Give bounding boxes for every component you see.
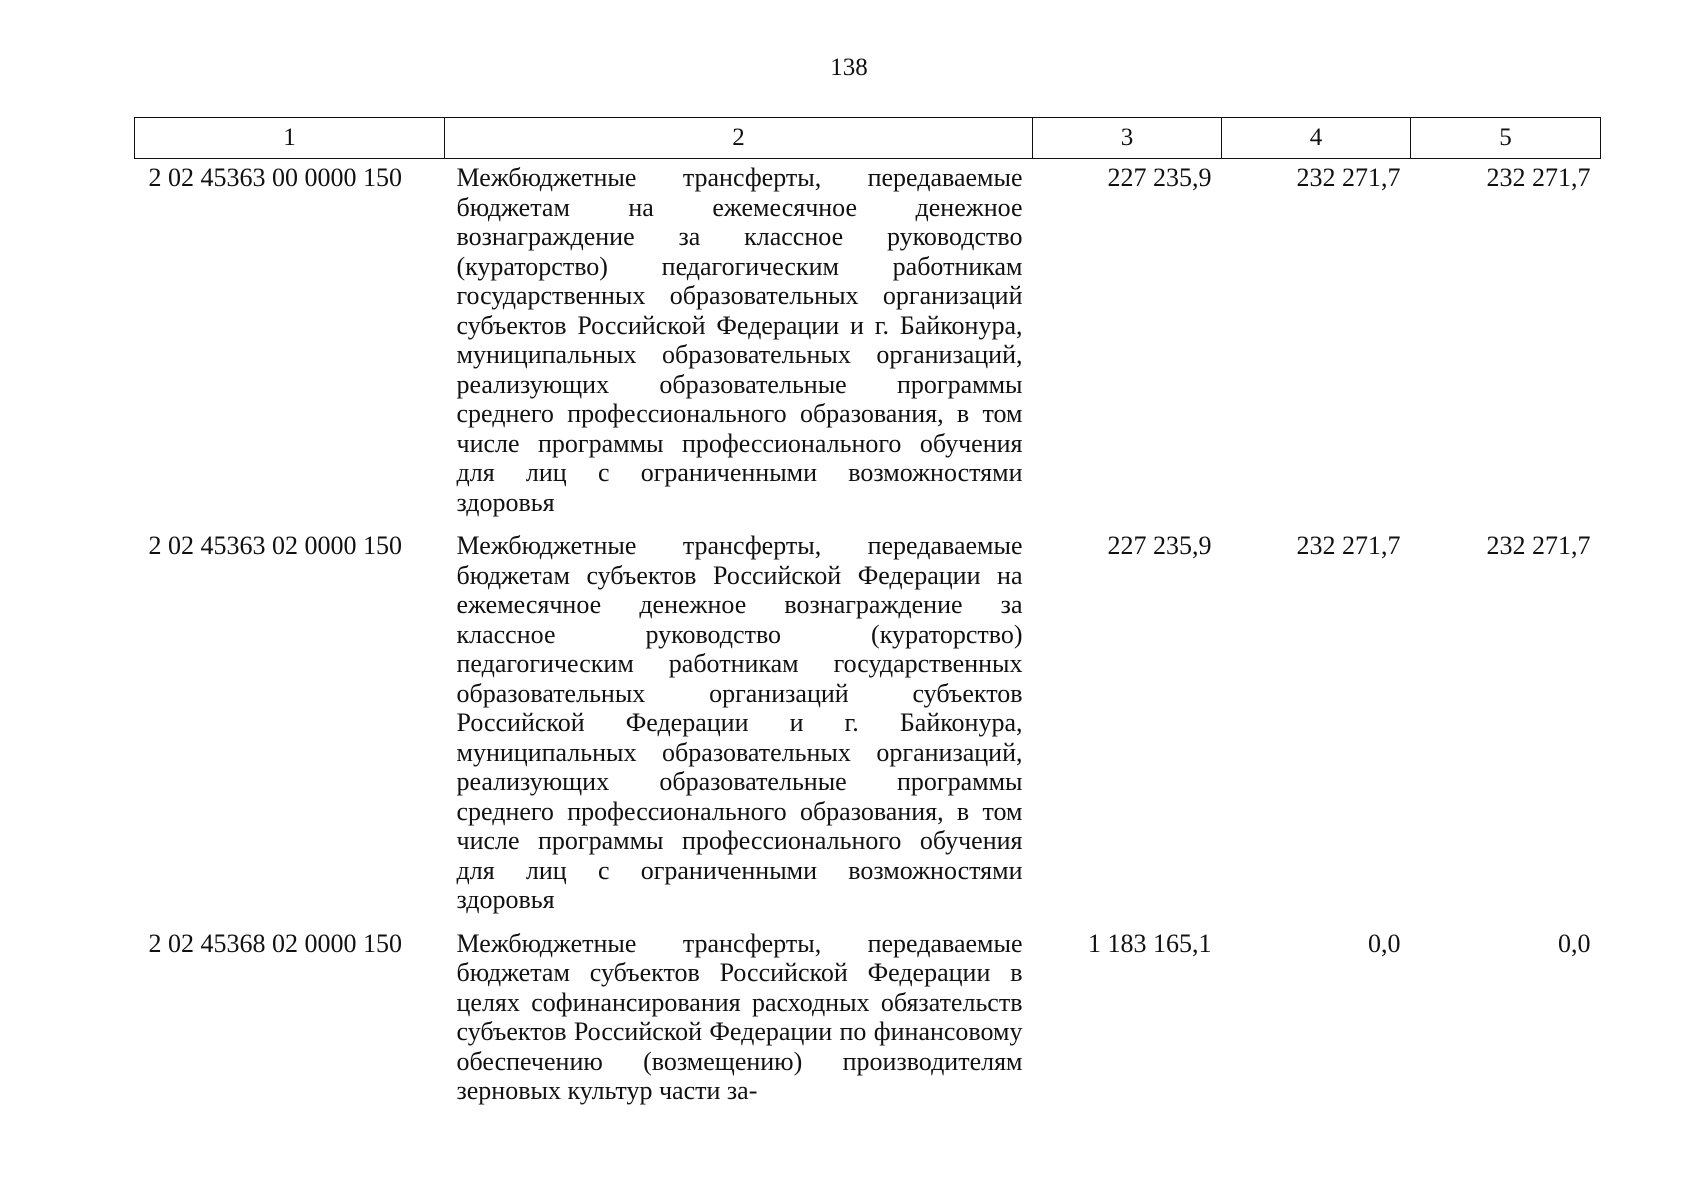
budget-code: 2 02 45368 02 0000 150 — [148, 928, 402, 958]
budget-table — [134, 117, 1601, 1116]
value-col3: 227 235,9 — [1107, 163, 1212, 192]
value-col4: 232 271,7 — [1296, 531, 1401, 560]
value-col5: 0,0 — [1558, 928, 1591, 958]
value-col4: 0,0 — [1368, 928, 1401, 958]
column-header-2: 2 — [445, 118, 1033, 159]
description: Межбюджетные трансферты, передаваемые бюджетам субъектов Российской Федерации в целях софинансирования расходных обязательств субъектов Российской Федерации по финансовому обеспечению (возмещению) производителям зерновых культур части за- — [456, 928, 1023, 1105]
column-header-5: 5 — [1411, 118, 1601, 159]
table-row — [135, 159, 1601, 528]
column-header-3: 3 — [1033, 118, 1222, 159]
value-col3: 1 183 165,1 — [1088, 928, 1212, 958]
value-col5: 232 271,7 — [1486, 163, 1591, 192]
budget-code: 2 02 45363 02 0000 150 — [148, 531, 402, 560]
table-row — [135, 925, 1601, 1116]
page-number: 138 — [830, 54, 868, 81]
description: Межбюджетные трансферты, передаваемые бюджетам субъектов Российской Федерации на ежемесячное денежное вознаграждение за классное руководство (кураторство) педагогическим работникам государственных образовательных организаций субъектов Российской Федерации и г. Байконура, муниципальных образовательных организаций, реализующих образовательные программы среднего профессионального образования, в том числе программы профессионального обучения для лиц с ограниченными возможностями здоровья — [456, 531, 1023, 914]
value-col3: 227 235,9 — [1107, 531, 1212, 560]
column-header-1: 1 — [135, 118, 445, 159]
description: Межбюджетные трансферты, передаваемые бюджетам на ежемесячное денежное вознаграждение за классное руководство (кураторство) педагогическим работникам государственных образовательных организаций субъектов Российской Федерации и г. Байконура, муниципальных образовательных организаций, реализующих образовательные программы среднего профессионального образования, в том числе программы профессионального обучения для лиц с ограниченными возможностями здоровья — [456, 163, 1023, 517]
value-col4: 232 271,7 — [1296, 163, 1401, 192]
table-row — [135, 527, 1601, 925]
column-header-4: 4 — [1222, 118, 1411, 159]
value-col5: 232 271,7 — [1486, 531, 1591, 560]
budget-code: 2 02 45363 00 0000 150 — [148, 163, 402, 192]
header-row — [135, 118, 1601, 159]
